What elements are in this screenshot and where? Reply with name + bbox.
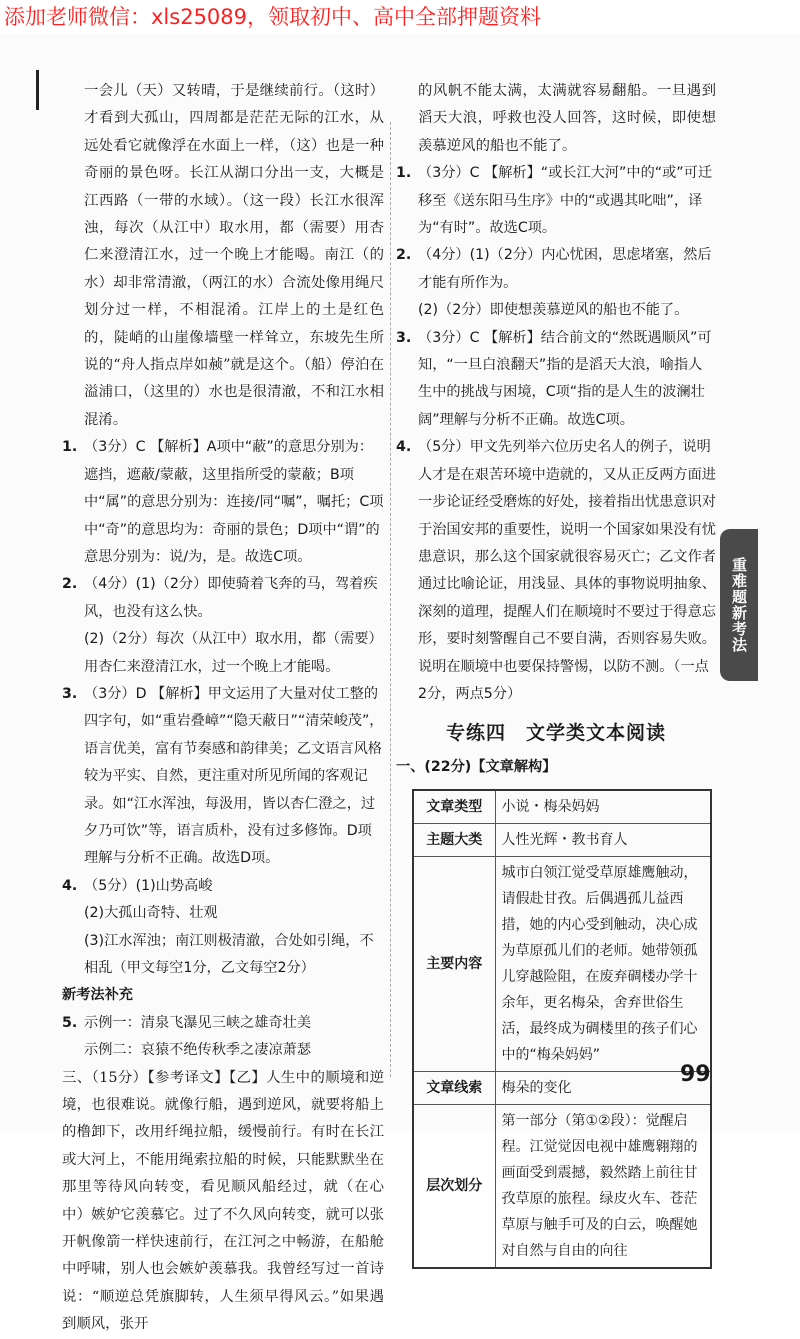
table-label: 文章线索 (413, 1072, 495, 1105)
table-value: 第一部分（第①②段）：觉醒启程。江觉觉因电视中雄鹰翱翔的画面受到震撼，毅然踏上前往甘孜草原的旅程。绿皮火车、苍茫草原与触手可及的白云，唤醒她对自然与自由的向往 (495, 1105, 711, 1269)
answer-3: 3. （3分）D 【解析】甲文运用了大量对仗工整的四字句，如“重岩叠嶂”“隐天蔽日”“清荣峻茂”，语言优美，富有节奏感和韵律美；乙文语言风格较为平实、自然，更注重对所见所闻的客观记录。如“江水浑浊，每汲用，皆以杏仁澄之，过夕乃可饮”等，语言质朴，没有过多修饰。D项理解与分析不正确。故选D项。 (62, 685, 384, 867)
table-value: 城市白领江觉受草原雄鹰触动，请假赴甘孜。后偶遇孤儿益西措，她的内心受到触动，决心成为草原孤儿们的老师。她带领孤儿穿越险阻，在废弃碉楼办学十余年，更名梅朵，舍弃世俗生活，最终成为碉楼里的孩子们心中的“梅朵妈妈” (495, 857, 711, 1072)
part-three-translation: 三、（15分）【参考译文】【乙】人生中的顺境和逆境，也很难说。就像行船，遇到逆风，就要将船上的橹卸下，改用纤绳拉船，缓慢前行。有时在长江或大河上，不能用绳索拉船的时候，只能默默坐在那里等待风向转变，看见顺风船经过，就（在心中）嫉妒它羡慕它。过了不久风向转变，就可以张开帆像箭一样快速前行，在江河之中畅游，在船舱中呼啸，别人也会嫉妒羡慕我。我曾经写过一首诗说：“顺逆总凭旗脚转，人生须早得风云。”如果遇到顺风，张开 (62, 1069, 384, 1333)
section-title: 专练四 文学类文本阅读 (445, 722, 666, 745)
table-label: 主要内容 (413, 857, 495, 1072)
answer-4-part-3: (3)江水浑浊；南江则极清澈，合处如引绳，不相乱（甲文每空1分，乙文每空2分） (84, 932, 374, 976)
right-column (396, 78, 716, 1269)
table-row (413, 1072, 711, 1105)
structure-table (412, 789, 712, 1269)
answer-r2-part-2: (2)（2分）即使想羡慕逆风的船也不能了。 (418, 302, 689, 319)
table-row (413, 790, 711, 824)
page-number: 99 (680, 1062, 711, 1087)
section-intro: 一、(22分)【文章解构】 (396, 758, 557, 775)
answer-r2: 2. （4分）(1)（2分）内心忧困，思虑堵塞，然后才能有所作为。 (396, 247, 712, 291)
answer-r3: 3. （3分）C 【解析】结合前文的“然既遇顺风”可知，“一旦白浪翻天”指的是滔天大浪，喻指人生中的挑战与困境，C项“指的是人生的波澜壮阔”理解与分析不正确。故选C项。 (396, 329, 712, 428)
answer-2: 2. （4分）(1)（2分）即使骑着飞奔的马，驾着疾风，也没有这么快。 (62, 576, 378, 620)
answer-5: 5. 示例一：清泉飞瀑见三峡之雄奇壮美 (62, 1014, 312, 1031)
answer-4: 4. （5分）(1)山势高峻 (62, 877, 213, 894)
supplement-heading: 新考法补充 (62, 987, 133, 1004)
table-row (413, 824, 711, 857)
table-label: 层次划分 (413, 1105, 495, 1269)
translation-end: 的风帆不能太满，太满就容易翻船。一旦遇到滔天大浪，呼救也没人回答，这时候，即使想羡慕逆风的船也不能了。 (418, 83, 716, 154)
table-label: 文章类型 (413, 790, 495, 824)
answer-r4: 4. （5分）甲文先列举六位历史名人的例子，说明人才是在艰苦环境中造就的，又从正反两方面进一步论证经受磨炼的好处，接着指出忧患意识对于治国安邦的重要性，说明一个国家如果没有忧患意识，那么这个国家就很容易灭亡；乙文作者通过比喻论证，用浅显、具体的事物说明抽象、深刻的道理，提醒人们在顺境时不要过于得意忘形，要时刻警醒自己不要自满，否则容易失败。说明在顺境中也要保持警惕，以防不测。（一点2分，两点5分） (396, 439, 716, 702)
promo-banner: 添加老师微信：xls25089，领取初中、高中全部押题资料 (0, 0, 800, 34)
table-label: 主题大类 (413, 824, 495, 857)
table-value: 小说・梅朵妈妈 (495, 790, 711, 824)
document-page (0, 34, 800, 1333)
binding-mark (36, 70, 39, 110)
column-divider (390, 122, 391, 1077)
answer-2-part-2: (2)（2分）每次（从江中）取水用，都（需要）用杏仁来澄清江水，过一个晚上才能喝。 (84, 631, 383, 675)
table-row (413, 1105, 711, 1269)
table-value: 梅朵的变化 (495, 1072, 711, 1105)
answer-r1: 1. （3分）C 【解析】“或长江大河”中的“或”可迁移至《送东阳马生序》中的“或遇其叱咄”，译为“有时”。故选C项。 (396, 165, 713, 237)
left-column (62, 78, 384, 1339)
translation-continued: 一会儿（天）又转晴，于是继续前行。（这时）才看到大孤山，四周都是茫茫无际的江水，从远处看它就像浮在水面上一样，（这）也是一种奇丽的景色呀。长江从湖口分出一支，大概是江西路（一带的水域）。（这一段）长江水很浑浊，每次（从江中）取水用，都（需要）用杏仁来澄清江水，过一个晚上才能喝。南江（的水）却非常清澈，（两江的水）合流处像用绳尺划分过一样，不相混淆。江岸上的土是红色的，陡峭的山崖像墙壁一样耸立，东坡先生所说的“舟人指点岸如赪”就是这个。（船）停泊在溢浦口，（这里的）水也是很清澈，不和江水相混淆。 (84, 83, 384, 428)
answer-1: 1. （3分）C 【解析】A项中“蔽”的意思分别为：遮挡，遮蔽/蒙蔽，这里指所受的蒙蔽；B项中“属”的意思分别为：连接/同“嘱”，嘱托；C项中“奇”的意思均为：奇丽的景色；D项中“谓”的意思分别为：说/为，是。故选C项。 (62, 439, 384, 565)
side-tab: 重难题新考法 (720, 529, 758, 681)
answer-4-part-2: (2)大孤山奇特、壮观 (84, 905, 218, 922)
table-row (413, 857, 711, 1072)
answer-5-example-2: 示例二：哀猿不绝传秋季之凄凉萧瑟 (84, 1042, 312, 1059)
table-value: 人性光辉・教书育人 (495, 824, 711, 857)
